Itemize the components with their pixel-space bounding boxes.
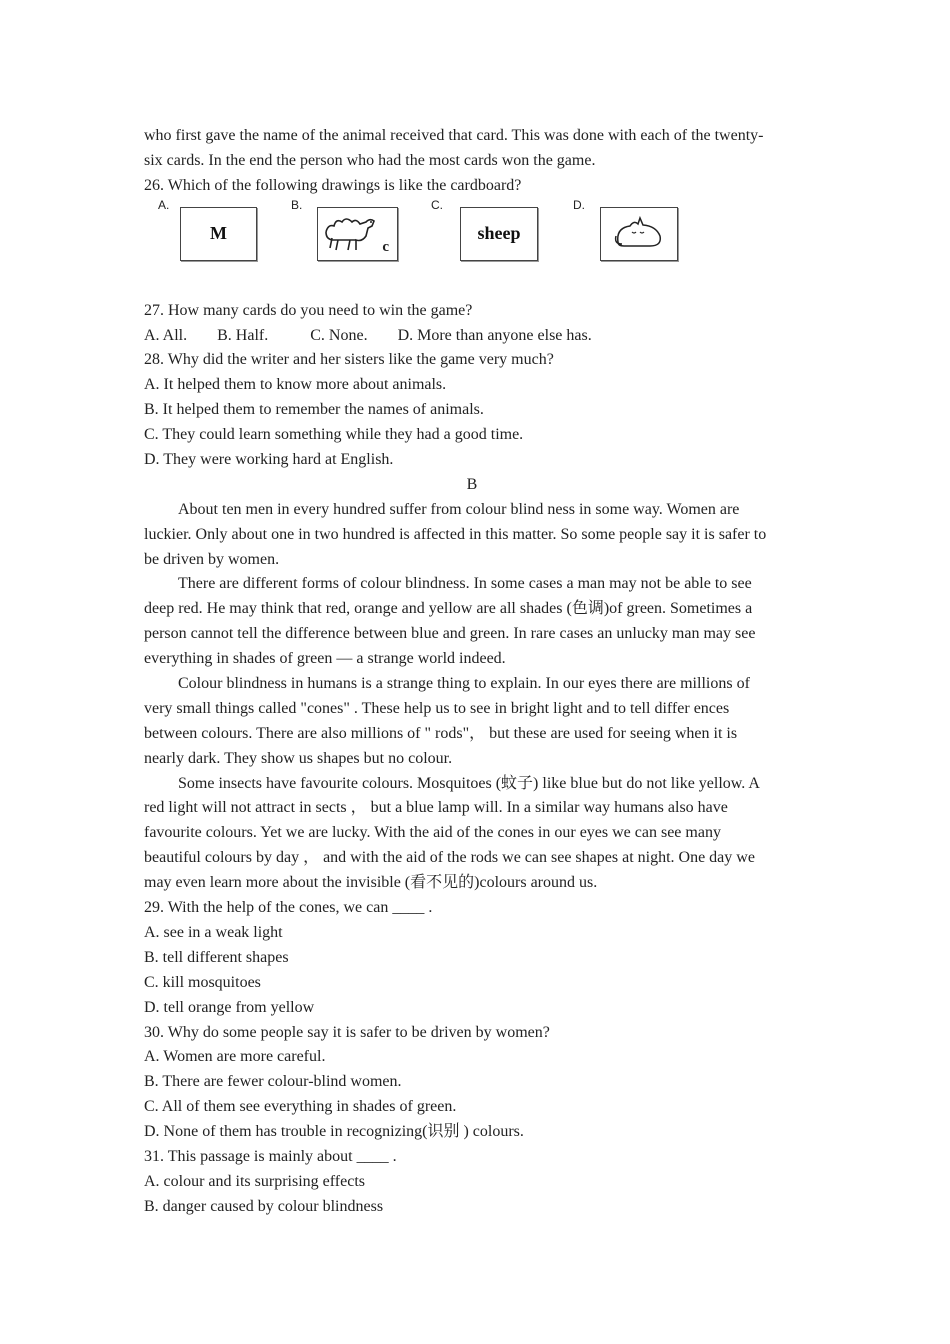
- passage-b-line: red light will not attract in sects ， but a blue lamp will. In a similar way humans also have: [144, 799, 728, 817]
- document-page: [144, 124, 800, 1220]
- q26-option-c-card: [460, 207, 538, 261]
- passage-b-line: There are different forms of colour blindness. In some cases a man may not be able to see: [178, 575, 752, 593]
- passage-b-line: everything in shades of green — a strange world indeed.: [144, 650, 506, 668]
- q26-option-a-text: M: [210, 223, 227, 244]
- passage-b-line: be driven by women.: [144, 550, 280, 568]
- q28-option-b: B. It helped them to remember the names of animals.: [144, 401, 484, 419]
- q26-option-a-card: [180, 207, 257, 261]
- section-b-heading: B: [466, 475, 478, 493]
- passage-b-line: luckier. Only about one in two hundred is affected in this matter. So some people say it is safer to: [144, 525, 767, 543]
- q28-option-a: A. It helped them to know more about animals.: [144, 376, 447, 394]
- question-28: 28. Why did the writer and her sisters like the game very much?: [144, 351, 554, 369]
- passage-b-line: About ten men in every hundred suffer from colour blind ness in some way. Women are: [178, 500, 740, 518]
- q26-option-d-letter: D.: [573, 197, 585, 212]
- q26-figure: [144, 199, 800, 299]
- q26-option-c-letter: C.: [431, 197, 443, 212]
- question-30-option: D. None of them has trouble in recognizing(识别 ) colours.: [144, 1123, 524, 1141]
- question-30: 30. Why do some people say it is safer to be driven by women?: [144, 1023, 550, 1041]
- question-31-option: B. danger caused by colour blindness: [144, 1197, 384, 1215]
- passage-b-line: very small things called "cones" . These help us to see in bright light and to tell differ ences: [144, 699, 730, 717]
- q26-option-b-card: [317, 207, 398, 261]
- passage-b-line: between colours. There are also millions of " rods"， but these are used for seeing when it is: [144, 724, 738, 742]
- question-29-option: A. see in a weak light: [144, 923, 283, 941]
- passage-b-line: person cannot tell the difference between blue and green. In rare cases an unlucky man may see: [144, 625, 756, 643]
- q27-option-d: D. More than anyone else has.: [397, 326, 592, 344]
- q26-option-b-letter: B.: [291, 197, 303, 212]
- passage-b-line: Some insects have favourite colours. Mosquitoes (蚊子) like blue but do not like yellow. A: [178, 774, 760, 792]
- q26-option-a-letter: A.: [158, 197, 170, 212]
- q27-options: [144, 324, 800, 349]
- intro-line-1: who first gave the name of the animal received that card. This was done with each of the twenty-: [144, 127, 764, 144]
- question-26: 26. Which of the following drawings is like the cardboard?: [144, 176, 522, 194]
- question-30-option: A. Women are more careful.: [144, 1048, 326, 1066]
- sleeping-cat-icon: [610, 214, 668, 254]
- passage-b: [144, 498, 800, 896]
- passage-b-line: favourite colours. Yet we are lucky. With the aid of the cones in our eyes we can see many: [144, 824, 721, 842]
- passage-b-line: may even learn more about the invisible (看不见的)colours around us.: [144, 874, 598, 892]
- question-29-option: C. kill mosquitoes: [144, 973, 261, 991]
- camel-icon: [322, 212, 380, 256]
- question-29-option: B. tell different shapes: [144, 948, 289, 966]
- q27-option-a: A. All.: [144, 326, 188, 344]
- passage-b-line: deep red. He may think that red, orange and yellow are all shades (色调)of green. Sometimes a: [144, 600, 753, 618]
- passage-b-line: beautiful colours by day ， and with the aid of the rods we can see shapes at night. One day we: [144, 849, 755, 867]
- question-30-option: B. There are fewer colour-blind women.: [144, 1073, 402, 1091]
- q28-option-d: D. They were working hard at English.: [144, 451, 394, 469]
- passage-b-line: nearly dark. They show us shapes but no colour.: [144, 749, 453, 767]
- question-29-option: D. tell orange from yellow: [144, 998, 315, 1016]
- question-30-option: C. All of them see everything in shades of green.: [144, 1098, 457, 1116]
- q27-option-b: B. Half.: [217, 326, 269, 344]
- q27-option-c: C. None.: [310, 326, 368, 344]
- question-31-option: A. colour and its surprising effects: [144, 1172, 365, 1190]
- question-27: 27. How many cards do you need to win the game?: [144, 301, 473, 319]
- q26-option-c-text: sheep: [477, 223, 521, 244]
- question-31: 31. This passage is mainly about ____ .: [144, 1147, 397, 1165]
- passage-b-line: Colour blindness in humans is a strange thing to explain. In our eyes there are millions of: [178, 675, 750, 693]
- q26-option-d-card: [600, 207, 678, 261]
- intro-line-2: six cards. In the end the person who had the most cards won the game.: [144, 151, 596, 169]
- question-29: 29. With the help of the cones, we can ____ .: [144, 899, 433, 917]
- q28-option-c: C. They could learn something while they had a good time.: [144, 426, 524, 444]
- questions-b: [144, 896, 800, 1220]
- q26-option-b-text: c: [382, 238, 389, 255]
